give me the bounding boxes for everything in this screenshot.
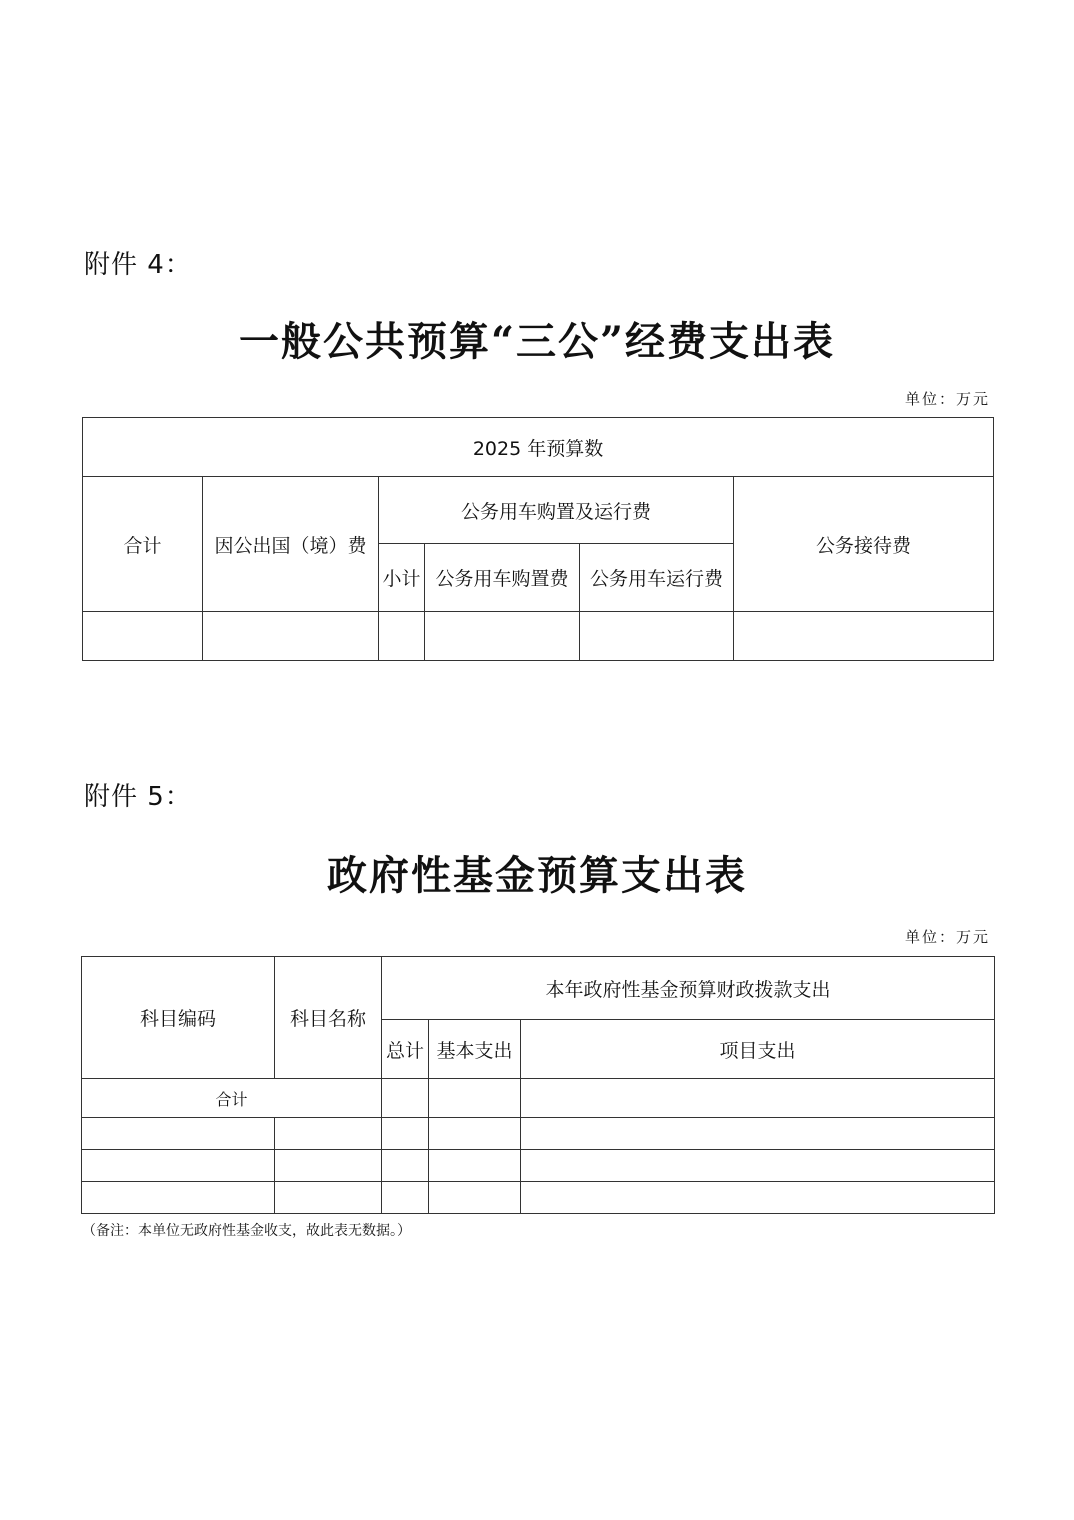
attachment-4-unit: 单位：万元 — [904, 390, 990, 408]
attachment-5-label: 附件 5： — [84, 782, 192, 812]
cell-empty — [521, 1118, 995, 1150]
table-row — [82, 1118, 995, 1150]
sub-total: 总计 — [382, 1020, 429, 1079]
col-fund-expenditure: 本年政府性基金预算财政拨款支出 — [382, 957, 995, 1020]
cell-empty — [203, 612, 379, 661]
sub-subtotal: 小计 — [379, 544, 425, 612]
cell-empty — [382, 1150, 429, 1182]
sub-vehicle-purchase: 公务用车购置费 — [425, 544, 580, 612]
cell-empty — [379, 612, 425, 661]
header-budget-2025: 2025 年预算数 — [83, 418, 994, 477]
cell-empty — [429, 1150, 521, 1182]
cell-empty — [82, 1150, 275, 1182]
cell-empty — [275, 1118, 382, 1150]
col-subject-code: 科目编码 — [82, 957, 275, 1079]
cell-empty — [83, 612, 203, 661]
cell-empty — [734, 612, 994, 661]
cell-empty — [82, 1182, 275, 1214]
cell-empty — [429, 1182, 521, 1214]
attachment-5-note: （备注：本单位无政府性基金收支，故此表无数据。） — [82, 1223, 411, 1239]
col-total: 合计 — [83, 477, 203, 612]
cell-empty — [382, 1182, 429, 1214]
table-row — [82, 1182, 995, 1214]
col-subject-name: 科目名称 — [275, 957, 382, 1079]
three-public-expenses-table — [82, 417, 994, 661]
sub-project: 项目支出 — [521, 1020, 995, 1079]
cell-empty — [521, 1079, 995, 1118]
col-reception: 公务接待费 — [734, 477, 994, 612]
cell-empty — [82, 1118, 275, 1150]
cell-empty — [382, 1118, 429, 1150]
cell-empty — [429, 1118, 521, 1150]
cell-empty — [382, 1079, 429, 1118]
attachment-4-label: 附件 4： — [84, 250, 192, 280]
attachment-5-unit: 单位：万元 — [904, 928, 990, 946]
table-row — [82, 1150, 995, 1182]
sub-basic: 基本支出 — [429, 1020, 521, 1079]
attachment-4-title: 一般公共预算“三公”经费支出表 — [238, 318, 835, 365]
cell-empty — [521, 1150, 995, 1182]
cell-empty — [275, 1182, 382, 1214]
cell-empty — [521, 1182, 995, 1214]
table-row-total — [82, 1079, 995, 1118]
attachment-5-title: 政府性基金预算支出表 — [327, 852, 747, 899]
cell-empty — [429, 1079, 521, 1118]
col-abroad: 因公出国（境）费 — [203, 477, 379, 612]
col-vehicle: 公务用车购置及运行费 — [379, 477, 734, 544]
cell-empty — [580, 612, 734, 661]
table-row — [83, 612, 994, 661]
government-fund-budget-table — [81, 956, 995, 1214]
cell-empty — [425, 612, 580, 661]
cell-empty — [275, 1150, 382, 1182]
row-total-label: 合计 — [82, 1079, 382, 1118]
sub-vehicle-operation: 公务用车运行费 — [580, 544, 734, 612]
